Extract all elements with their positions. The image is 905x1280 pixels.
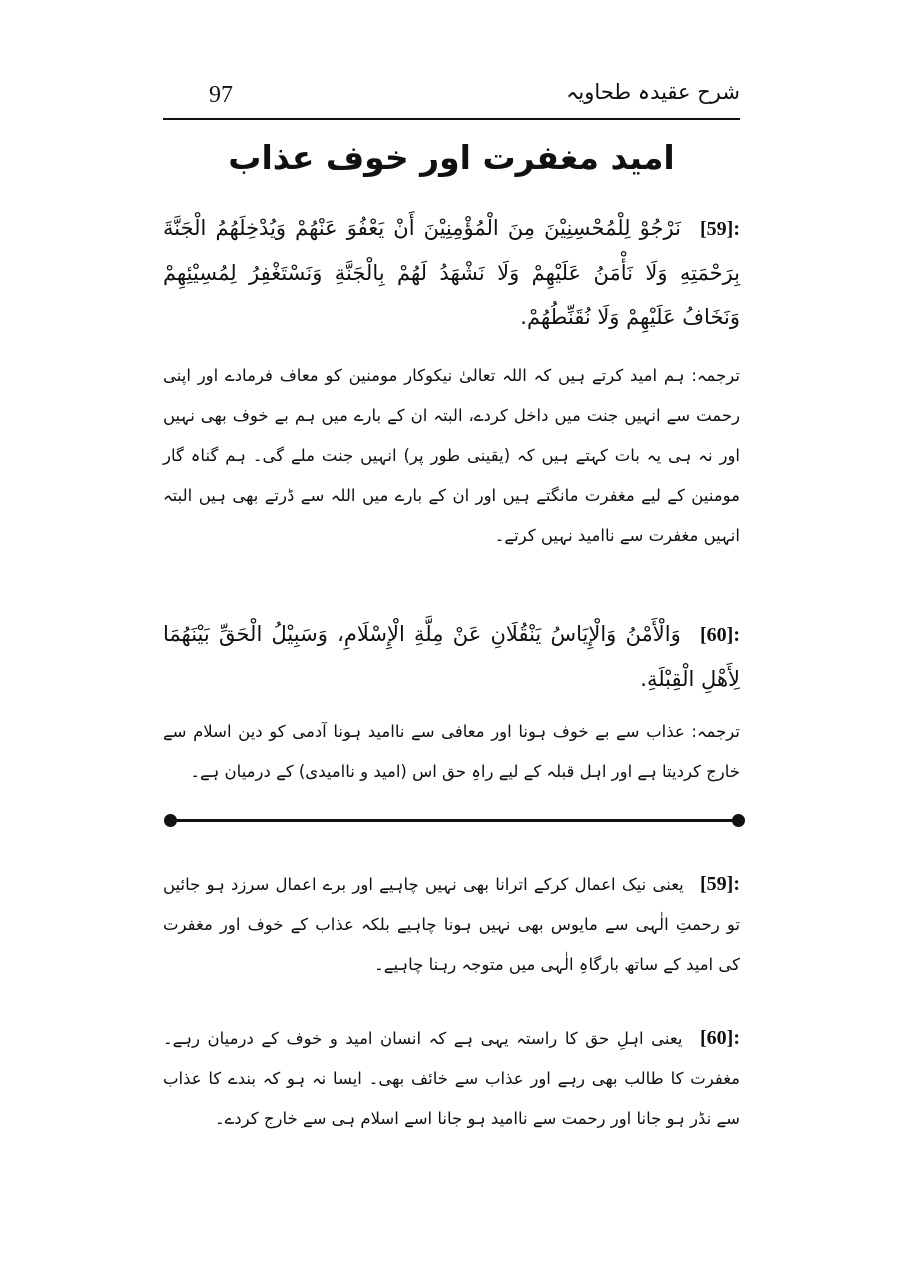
header-rule xyxy=(163,118,740,120)
arabic-text-59 xyxy=(163,206,740,339)
chapter-title: امید مغفرت اور خوف عذاب xyxy=(228,138,675,177)
arabic-text-60 xyxy=(163,612,740,701)
arabic-text-60-body: وَالْأَمْنُ وَالْإِيَاسُ يَنْقُلَانِ عَنْ مِلَّةِ الْإِسْلَامِ، وَسَبِيْلُ الْحَقِّ بَيْنَهُمَا لِأَهْلِ الْقِبْلَةِ. xyxy=(163,622,740,691)
footnote-59-body: یعنی نیک اعمال کرکے اترانا بھی نہیں چاہیے اور برے اعمال سرزد ہو جائیں تو رحمتِ الٰہی سے مایوس بھی نہیں ہونا چاہیے بلکہ عذاب کے خوف اور مغفرت کی امید کے ساتھ بارگاہِ الٰہی میں متوجہ رہنا چاہیے۔ xyxy=(163,875,740,974)
book-title: شرح عقیدہ طحاویہ xyxy=(566,80,740,104)
translation-59: ترجمہ: ہم امید کرتے ہیں کہ اللہ تعالیٰ نیکوکار مومنین کو معاف فرمادے اور اپنی رحمت سے انہیں جنت میں داخل کردے، البتہ ان کے بارے میں ہم بے خوف بھی نہیں اور نہ ہی یہ بات کہتے ہیں کہ (یقینی طور پر) انہیں جنت ملے گی۔ ہم گناہ گار مومنین کے لیے مغفرت مانگتے ہیں اور ان کے بارے میں اللہ سے ڈرتے بھی ہیں البتہ انہیں مغفرت سے ناامید نہیں کرتے۔ xyxy=(163,366,740,545)
page-number: 97 xyxy=(209,82,233,108)
divider-dot-right xyxy=(732,814,745,827)
text-number-60: [60]: xyxy=(700,624,740,646)
arabic-text-59-body: نَرْجُوْ لِلْمُحْسِنِيْنَ مِنَ الْمُؤْمِنِيْنَ أَنْ يَعْفُوَ عَنْهُمْ وَيُدْخِلَهُمُ الْجَنَّةَ بِرَحْمَتِهِ وَلَا نَأْمَنُ عَلَيْهِمْ وَلَا نَشْهَدُ لَهُمْ بِالْجَنَّةِ وَنَسْتَغْفِرُ لِمُسِيْئِهِمْ وَنَخَافُ عَلَيْهِمْ وَلَا نُقَنِّطُهُمْ. xyxy=(163,216,740,329)
footnote-number-60: [60]: xyxy=(700,1027,740,1049)
section-divider xyxy=(170,819,738,822)
text-number-59: [59]: xyxy=(700,218,740,240)
footnote-59 xyxy=(163,864,740,985)
translation-60: ترجمہ: عذاب سے بے خوف ہونا اور معافی سے ناامید ہونا آدمی کو دین اسلام سے خارج کردیتا ہے اور اہل قبلہ کے لیے راہِ حق اس (امید و ناامیدی) کے درمیان ہے۔ xyxy=(163,722,740,781)
footnote-60 xyxy=(163,1018,740,1139)
footnote-60-body: یعنی اہلِ حق کا راستہ یہی ہے کہ انسان امید و خوف کے درمیان رہے۔ مغفرت کا طالب بھی رہے اور عذاب سے خائف بھی۔ ایسا نہ ہو کہ بندے کا عذاب سے نڈر ہو جانا اور رحمت سے ناامید ہو جانا اسے اسلام ہی سے خارج کردے۔ xyxy=(163,1029,740,1128)
footnote-number-59: [59]: xyxy=(700,873,740,895)
page-header xyxy=(163,76,740,116)
